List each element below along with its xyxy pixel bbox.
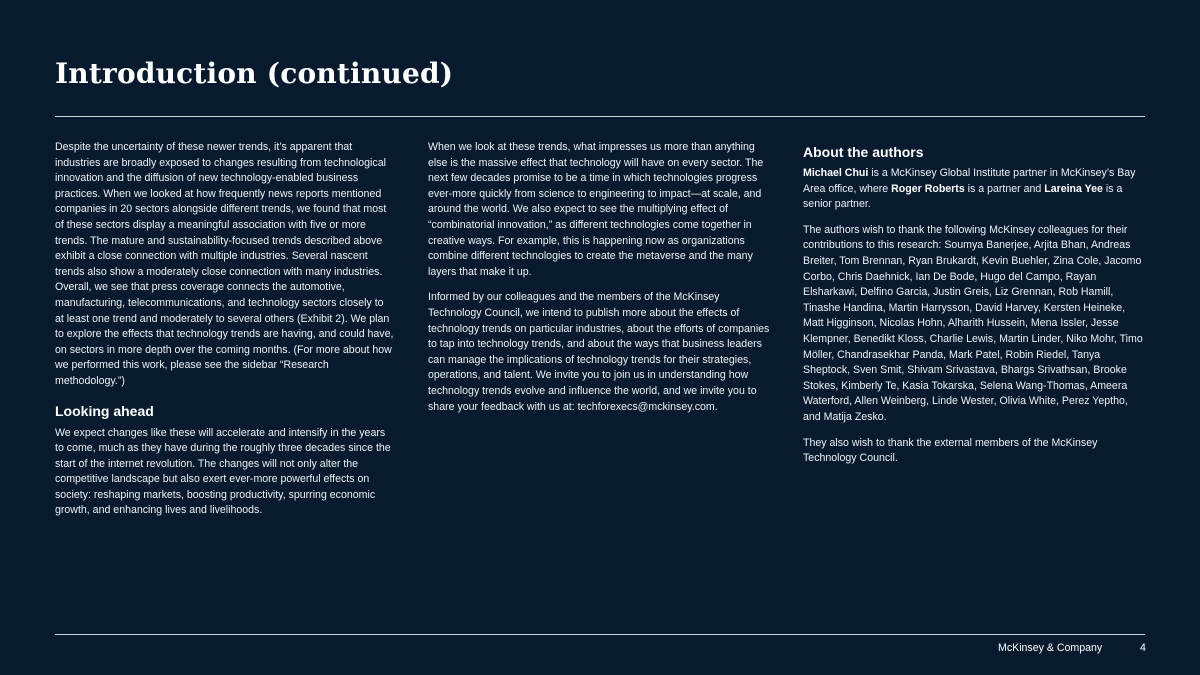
- author-name: Michael Chui: [803, 167, 869, 179]
- section-heading-about-authors: About the authors: [803, 144, 924, 160]
- acknowledgements-paragraph: The authors wish to thank the following McKinsey colleagues for their contributions to this research: Soumya Banerjee, Arjita Bhan, Andreas Breiter, Tom Brennan, Ryan Brukardt, Kevin Buehler, Zina Cole, Jacomo Corbo, Chris Daehnick, Ian De Bode, Hugo del Campo, Rayan Elsharkawi, Delfino Garcia, Justin Greis, Liz Grennan, Rob Hamill, Tinashe Handina, Martin Harrysson, David Harvey, Kersten Heineke, Matt Higginson, Nicolas Hohn, Alharith Hussein, Mena Issler, Jesse Klempner, Benedikt Kloss, Charlie Lewis, Martin Linder, Niko Mohr, Timo Möller, Chandrasekhar Panda, Mark Patel, Robin Riedel, Tanya Sheptock, Sven Smit, Shivam Srivastava, Bhargs Srivathsan, Brooke Stokes, Kimberly Te, Kasia Tokarska, Selena Wang-Thomas, Ameera Waterford, Allen Weinberg, Linde Wester, Olivia White, Perez Yeptho, and Matija Zesko.: [803, 223, 1143, 423]
- section-heading-looking-ahead: Looking ahead: [55, 402, 154, 419]
- page-title: Introduction (continued): [55, 57, 454, 90]
- external-thanks-paragraph: They also wish to thank the external members of the McKinsey Technology Council.: [803, 436, 1098, 465]
- footer-brand: McKinsey & Company: [998, 642, 1103, 654]
- trends-paragraph: When we look at these trends, what impresses us more than anything else is the massive effect that technology will have on every sector. The next few decades promise to be a time in which technologies progress ever-more quickly from science to engineering to impact—at scale, and around the world. We also expect to see the multiplying effect of “combinatorial innovation,” as different technologies come together in creative ways. For example, this is happening now as organizations combine different technologies to create the metaverse and the many layers that make it up.: [428, 141, 764, 278]
- page-number: 4: [1140, 642, 1146, 654]
- column-3: [803, 140, 1145, 477]
- author-text: is a partner and: [964, 182, 1045, 195]
- column-2: [428, 140, 773, 425]
- authors-paragraph: [803, 166, 1145, 213]
- author-text: is a senior partner.: [803, 182, 1123, 211]
- publishing-paragraph: Informed by our colleagues and the members of the McKinsey Technology Council, we intend to publish more about the effects of technology trends on particular industries, about the efforts of companies to tap into technology trends, and about the ways that business leaders can manage the implications of technology trends for their strategies, operations, and talent. We invite you to join us in understanding how technology trends evolve and influence the world, and we invite you to share your feedback with us at: techforexecs@mckinsey.com.: [428, 291, 770, 413]
- column-1: [55, 140, 395, 529]
- author-text: is a McKinsey Global Institute partner in McKinsey’s Bay Area office, where: [803, 167, 1136, 195]
- top-divider: [55, 116, 1145, 117]
- author-name: Roger Roberts: [891, 182, 965, 195]
- intro-paragraph: Despite the uncertainty of these newer trends, it’s apparent that industries are broadly exposed to changes resulting from technological innovation and the diffusion of new technology-enabled business practices. When we looked at how frequently news reports mentioned companies in 20 sectors alongside different trends, we found that most of these sectors display a meaningful association with five or more trends. The mature and sustainability-focused trends described above exhibit a close connection with multiple industries. Several nascent trends also show a moderately close connection with many industries. Overall, we see that press coverage connects the automotive, manufacturing, telecommunications, and technology sectors closely to at least one trend and moderately to several others (Exhibit 2). We plan to explore the effects that technology trends are having, and could have, on sectors in more depth over the coming months. (For more about how we performed this work, please see the sidebar “Research methodology.”): [55, 141, 394, 387]
- looking-ahead-paragraph: We expect changes like these will accelerate and intensify in the years to come, much as they have during the roughly three decades since the start of the internet revolution. The changes will not only alter the competitive landscape but also exert ever-more powerful effects on society: reshaping markets, boosting productivity, spurring economic growth, and enhancing lives and livelihoods.: [55, 426, 391, 517]
- author-name: Lareina Yee: [1044, 182, 1103, 195]
- bottom-divider: [55, 634, 1145, 635]
